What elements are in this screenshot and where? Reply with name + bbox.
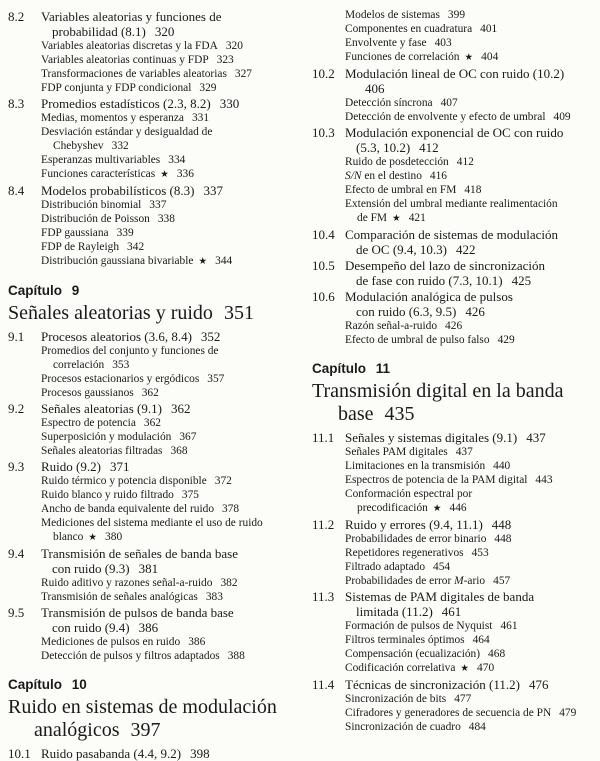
star-icon: ★ (88, 532, 98, 543)
entry-line: Espectro de potencia (41, 417, 136, 429)
star-icon: ★ (432, 503, 442, 514)
chapter-title (312, 380, 600, 426)
toc-column-left (8, 8, 296, 761)
page-number: 425 (511, 273, 532, 288)
entry-line: Desviación estándar y desigualdad de (41, 126, 213, 138)
section-title (41, 96, 239, 111)
toc-section-entry (312, 517, 600, 532)
page-number: 426 (465, 304, 485, 319)
toc-sub-entry (345, 720, 600, 734)
entry-line: Señales aleatorias y ruido (8, 302, 213, 324)
toc-sub-entry (41, 125, 296, 153)
entry-line: de FM (357, 212, 388, 224)
page-number: 327 (234, 68, 252, 80)
toc-sub-entry (41, 240, 296, 254)
toc-section-entry (312, 258, 600, 288)
entry-line: Procesos estacionarios y ergódicos (41, 373, 200, 385)
entry-line: Funciones características (41, 168, 156, 180)
toc-sub-entry (41, 590, 296, 604)
entry-line: Señales y sistemas digitales (9.1) (345, 430, 518, 445)
section-title (345, 517, 511, 532)
toc-sub-entry (41, 444, 296, 458)
page-number: 437 (455, 446, 473, 458)
page-number: 320 (154, 24, 175, 39)
toc-sub-entry (345, 96, 600, 110)
entry-line: Filtros terminales óptimos (345, 634, 465, 646)
page-number: 371 (109, 459, 130, 474)
page-number: 338 (157, 213, 175, 225)
section-title (41, 9, 221, 39)
page-number: 357 (207, 373, 225, 385)
toc-sub-entry (41, 635, 296, 649)
toc-sub-entry (345, 445, 600, 459)
page-number: 461 (500, 620, 518, 632)
section-number: 10.1 (8, 746, 31, 761)
page-number: 398 (190, 746, 210, 761)
chapter-block (8, 283, 296, 325)
entry-line: Ruido (9.2) (41, 459, 101, 474)
page-number: 399 (447, 9, 466, 21)
entry-line: Detección síncrona (345, 97, 433, 109)
entry-line: Detección de pulsos y filtros adaptados (41, 650, 220, 662)
section-number: 9.2 (8, 401, 25, 416)
entry-line-run: M (454, 575, 464, 587)
page-number: 344 (215, 255, 233, 267)
toc-sub-entry (345, 50, 600, 65)
toc-sub-entry (41, 53, 296, 67)
entry-line: blanco (53, 531, 84, 543)
section-title (345, 258, 545, 288)
toc-sub-entry (345, 22, 600, 36)
page-number: 479 (559, 707, 577, 719)
entry-line-run: Probabilidades de error (345, 575, 455, 587)
page-number: 404 (481, 51, 499, 63)
page-number: 476 (528, 677, 549, 692)
star-icon: ★ (198, 256, 208, 267)
toc-section-entry (8, 401, 296, 416)
page-number: 337 (149, 199, 167, 211)
section-title (345, 66, 564, 96)
section-title (41, 401, 190, 416)
page-number: 331 (191, 112, 210, 124)
entry-line: Promedios del conjunto y funciones de (41, 345, 219, 357)
toc-sub-entry (41, 416, 296, 430)
entry-line: Transmisión de señales analógicas (41, 591, 198, 603)
page-number: 477 (454, 693, 472, 705)
page-number: 332 (111, 140, 129, 152)
section-title (41, 183, 223, 198)
section-number: 8.2 (8, 9, 25, 24)
page-number: 362 (170, 401, 191, 416)
entry-line: Transformaciones de variables aleatorias (41, 68, 227, 80)
page-number: 448 (494, 533, 512, 545)
page-number: 334 (168, 154, 186, 166)
entry-line: correlación (53, 359, 105, 371)
toc-sub-entry (41, 516, 296, 545)
toc-section-entry (8, 605, 296, 635)
page-number: 422 (456, 242, 476, 257)
toc-section-entry (312, 430, 600, 445)
section-number: 10.5 (312, 258, 335, 273)
page-number: 362 (143, 417, 161, 429)
toc-sub-entry (41, 372, 296, 386)
entry-line: Limitaciones en la transmisión (345, 460, 486, 472)
toc-section-entry (312, 125, 600, 155)
section-title (345, 430, 546, 445)
entry-line: Sincronización de bits (345, 693, 447, 705)
page-number: 416 (429, 170, 447, 182)
entry-line: Ruido aditivo y razones señal-a-ruido (41, 577, 213, 589)
page-number: 352 (200, 329, 221, 344)
page-number: 378 (222, 503, 240, 515)
section-title (345, 227, 558, 257)
page-number: 353 (112, 359, 130, 371)
page-number: 320 (225, 40, 243, 52)
entry-line: Efecto de umbral en FM (345, 184, 457, 196)
entry-line: Funciones de correlación (345, 51, 460, 63)
section-title (41, 605, 234, 635)
chapter-label: Capítulo 10 (8, 677, 87, 692)
toc-section-entry (8, 9, 296, 39)
chapter-block (312, 361, 600, 426)
entry-line: probabilidad (8.1) (52, 24, 146, 39)
page-number: 401 (480, 23, 498, 35)
entry-line: de OC (9.4, 10.3) (356, 242, 447, 257)
page-number: 339 (116, 227, 134, 239)
entry-line: Espectros de potencia de la PAM digital (345, 474, 528, 486)
toc-section-entry (8, 546, 296, 576)
entry-line: Mediciones de pulsos en ruido (41, 636, 181, 648)
section-number: 11.2 (312, 517, 335, 532)
entry-line: Variables aleatorias y funciones de (41, 9, 222, 24)
page-number: 461 (441, 604, 462, 619)
entry-line: Transmisión de pulsos de banda base (41, 605, 234, 620)
entry-line: Ruido en sistemas de modulación (8, 696, 277, 718)
entry-line-run: en el destino (361, 170, 422, 182)
section-title (345, 589, 534, 619)
page-number: 382 (220, 577, 238, 589)
page-number: 440 (493, 460, 511, 472)
section-number: 9.4 (8, 546, 25, 561)
page-number: 368 (170, 445, 188, 457)
section-number: 11.3 (312, 589, 335, 604)
toc-sub-entry (345, 487, 600, 516)
toc-sub-entry (345, 647, 600, 661)
chapter-label: Capítulo 9 (8, 283, 80, 298)
toc-sub-entry (41, 488, 296, 502)
entry-line: Transmisión de señales de banda base (41, 546, 239, 561)
page-number: 375 (181, 489, 199, 501)
section-title (345, 289, 513, 319)
chapter-title (8, 696, 296, 742)
toc-section-entry (312, 227, 600, 257)
toc-section-entry (8, 96, 296, 111)
entry-line: FDP de Rayleigh (41, 241, 120, 253)
toc-sub-entry (345, 110, 600, 124)
toc-sub-entry (345, 459, 600, 473)
entry-line: Ruido y errores (9.4, 11.1) (345, 517, 483, 532)
entry-line: Superposición y modulación (41, 431, 172, 443)
toc-sub-entry (345, 633, 600, 647)
toc-sub-entry (345, 692, 600, 706)
toc-sub-entry (41, 198, 296, 212)
page-number: 412 (456, 156, 474, 168)
entry-line: Variables aleatorias discretas y la FDA (41, 40, 218, 52)
toc-sub-entry (41, 474, 296, 488)
section-number: 9.3 (8, 459, 25, 474)
toc-sub-entry (345, 155, 600, 169)
section-title (41, 546, 238, 576)
entry-line: Procesos aleatorios (3.6, 8.4) (41, 329, 192, 344)
toc-section-entry (312, 677, 600, 692)
entry-line: Mediciones del sistema mediante el uso de ruido (41, 517, 263, 529)
entry-line: Modulación lineal de OC con ruido (10.2) (345, 66, 565, 81)
entry-line: Cifradores y generadores de secuencia de PN (345, 707, 552, 719)
entry-line-run: S/N (345, 170, 362, 182)
page-number: 448 (491, 517, 512, 532)
entry-line: limitada (11.2) (356, 604, 433, 619)
section-title (345, 125, 563, 155)
page-number: 464 (472, 634, 490, 646)
toc-sub-entry (345, 319, 600, 333)
page-number: 330 (219, 96, 240, 111)
entry-line: (5.3, 10.2) (356, 140, 411, 155)
entry-line: Técnicas de sincronización (11.2) (345, 677, 520, 692)
entry-line: Señales aleatorias (9.1) (41, 401, 162, 416)
entry-line: con ruido (9.4) (52, 620, 130, 635)
section-number: 8.3 (8, 96, 25, 111)
star-icon: ★ (392, 213, 401, 224)
entry-line: Razón señal-a-ruido (345, 320, 438, 332)
toc-sub-entry (345, 183, 600, 197)
toc-sub-entry (41, 153, 296, 167)
page-number: 418 (464, 184, 482, 196)
entry-line: FDP gaussiana (41, 227, 109, 239)
page-number: 337 (203, 183, 223, 198)
entry-line: con ruido (6.3, 9.5) (356, 304, 457, 319)
entry-line: Modulación analógica de pulsos (345, 289, 513, 304)
page-number: 380 (105, 531, 123, 543)
page-number: 421 (408, 212, 426, 224)
toc-sub-entry (41, 430, 296, 444)
toc-sub-entry (345, 532, 600, 546)
page-number: 342 (127, 241, 145, 253)
toc-sub-entry (345, 560, 600, 574)
page-number: 329 (199, 82, 217, 94)
entry-line: Ruido pasabanda (4.4, 9.2) (41, 746, 182, 761)
page-number: 412 (419, 140, 439, 155)
toc-sub-entry (41, 167, 296, 182)
toc-sub-entry (41, 386, 296, 400)
entry-line: Distribución binomial (41, 199, 142, 211)
section-title (41, 746, 210, 761)
page-number: 426 (445, 320, 463, 332)
page-number: 323 (216, 54, 234, 66)
entry-line-run: -ario (463, 575, 486, 587)
chapter-label: Capítulo 11 (312, 361, 391, 376)
entry-line: Ancho de banda equivalente del ruido (41, 503, 215, 515)
entry-line: Medias, momentos y esperanza (41, 112, 184, 124)
entry-line: Extensión del umbral mediante realimentación (345, 198, 558, 210)
page-number: 403 (434, 37, 452, 49)
toc-section-entry (8, 746, 296, 761)
entry-line: Comparación de sistemas de modulación (345, 227, 559, 242)
toc-section-entry (8, 459, 296, 474)
entry-line: Ruido de posdetección (345, 156, 449, 168)
star-icon: ★ (160, 169, 169, 180)
toc-sub-entry (41, 649, 296, 663)
toc-column-right (312, 8, 600, 753)
section-number: 10.6 (312, 289, 335, 304)
toc-sub-entry (345, 8, 600, 22)
entry-line: Repetidores regenerativos (345, 547, 464, 559)
page-number: 406 (365, 81, 385, 96)
entry-line: precodificación (357, 502, 428, 514)
toc-sub-entry (41, 254, 296, 269)
section-number: 10.4 (312, 227, 335, 242)
entry-line: Modelos de sistemas (345, 9, 440, 21)
star-icon: ★ (460, 663, 470, 674)
page-number: 407 (440, 97, 458, 109)
page-number: 429 (497, 334, 515, 346)
page-number: 437 (526, 430, 546, 445)
page-number: 453 (471, 547, 489, 559)
entry-line: base (338, 403, 374, 425)
section-number: 9.5 (8, 605, 25, 620)
entry-line: Sincronización de cuadro (345, 721, 461, 733)
page-number: 454 (433, 561, 451, 573)
entry-line: Transmisión digital en la banda (312, 380, 564, 402)
entry-line: Ruido blanco y ruido filtrado (41, 489, 174, 501)
section-title (345, 677, 548, 692)
section-number: 8.4 (8, 183, 25, 198)
section-number: 10.2 (312, 66, 335, 81)
page-number: 372 (214, 475, 232, 487)
entry-line: Envolvente y fase (345, 37, 427, 49)
entry-line: Modelos probabilísticos (8.3) (41, 183, 195, 198)
entry-line: Compensación (ecualización) (345, 648, 481, 660)
toc-sub-entry (41, 226, 296, 240)
page-number: 470 (477, 662, 495, 674)
toc-sub-entry (41, 344, 296, 372)
toc-sub-entry (345, 619, 600, 633)
page-number: 381 (138, 561, 159, 576)
toc-sub-entry (345, 169, 600, 183)
entry-line: Componentes en cuadratura (345, 23, 473, 35)
section-title (41, 459, 129, 474)
toc-sub-entry (345, 473, 600, 487)
page-number: 351 (223, 302, 254, 324)
toc-section-entry (312, 589, 600, 619)
toc-section-entry (312, 289, 600, 319)
toc-sub-entry (345, 546, 600, 560)
page-number: 383 (205, 591, 223, 603)
toc-section-entry (8, 183, 296, 198)
toc-sub-entry (41, 111, 296, 125)
toc-sub-entry (41, 67, 296, 81)
entry-line: Formación de pulsos de Nyquist (345, 620, 493, 632)
entry-line: Variables aleatorias continuas y FDP (41, 54, 209, 66)
section-number: 10.3 (312, 125, 335, 140)
toc-sub-entry (41, 39, 296, 53)
page-number: 336 (176, 168, 194, 180)
entry-line: Señales aleatorias filtradas (41, 445, 163, 457)
entry-line: con ruido (9.3) (52, 561, 130, 576)
page-number: 457 (493, 575, 511, 587)
entry-line: Chebyshev (53, 140, 104, 152)
toc-sub-entry (345, 36, 600, 50)
page-number: 484 (468, 721, 486, 733)
page-number: 362 (141, 387, 159, 399)
entry-line: Conformación espectral por (345, 488, 473, 500)
toc-sub-entry (345, 706, 600, 720)
page-number: 386 (138, 620, 159, 635)
page-number: 386 (188, 636, 206, 648)
section-number: 9.1 (8, 329, 25, 344)
section-number: 11.4 (312, 677, 335, 692)
entry-line: Promedios estadísticos (2.3, 8.2) (41, 96, 211, 111)
toc-sub-entry (345, 661, 600, 676)
page-number: 468 (488, 648, 506, 660)
entry-line: Señales PAM digitales (345, 446, 448, 458)
toc-sub-entry (345, 197, 600, 226)
entry-line: analógicos (34, 719, 120, 741)
entry-line: de fase con ruido (7.3, 10.1) (356, 273, 503, 288)
page-number: 397 (130, 719, 161, 741)
entry-line: Codificación correlativa (345, 662, 456, 674)
entry-line: Ruido térmico y potencia disponible (41, 475, 207, 487)
entry-line: Procesos gaussianos (41, 387, 134, 399)
entry-line: Esperanzas multivariables (41, 154, 161, 166)
toc-section-entry (312, 66, 600, 96)
entry-line: Modulación exponencial de OC con ruido (345, 125, 564, 140)
toc-sub-entry (41, 502, 296, 516)
entry-line: Desempeño del lazo de sincronización (345, 258, 545, 273)
toc-sub-entry (41, 81, 296, 95)
star-icon: ★ (464, 52, 474, 63)
page-number: 409 (553, 111, 571, 123)
entry-line: Probabilidades de error binario (345, 533, 487, 545)
toc-sub-entry (345, 333, 600, 347)
page-number: 367 (179, 431, 197, 443)
toc-sub-entry (345, 574, 600, 588)
entry-line: Efecto de umbral de pulso falso (345, 334, 490, 346)
toc-section-entry (8, 329, 296, 344)
section-title (41, 329, 220, 344)
chapter-title (8, 302, 296, 325)
chapter-block (8, 677, 296, 742)
entry-line: Filtrado adaptado (345, 561, 426, 573)
page-number: 388 (227, 650, 245, 662)
entry-line: Sistemas de PAM digitales de banda (345, 589, 535, 604)
page-number: 435 (384, 403, 415, 425)
entry-line: Detección de envolvente y efecto de umbral (345, 111, 546, 123)
toc-sub-entry (41, 212, 296, 226)
toc-sub-entry (41, 576, 296, 590)
page-number: 446 (449, 502, 467, 514)
section-number: 11.1 (312, 430, 335, 445)
entry-line: Distribución de Poisson (41, 213, 150, 225)
page-number: 443 (535, 474, 553, 486)
entry-line: Distribución gaussiana bivariable (41, 255, 194, 267)
entry-line: FDP conjunta y FDP condicional (41, 82, 192, 94)
